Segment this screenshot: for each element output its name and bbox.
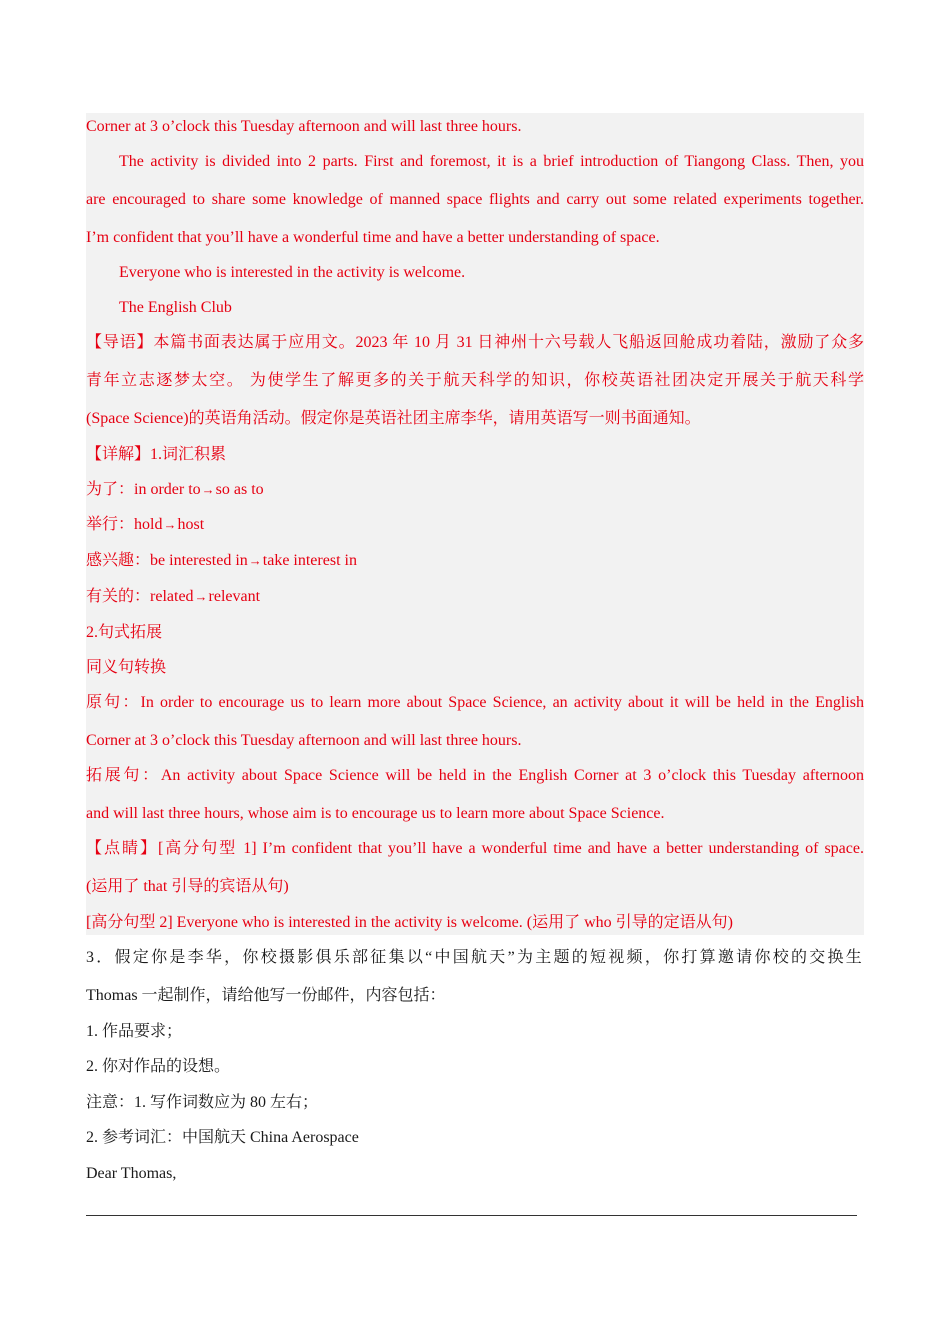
detail-heading: [86, 444, 864, 466]
vocab-item: [86, 479, 864, 501]
vocab-cn: 为了：: [86, 481, 135, 498]
vocab-from: be interested in: [150, 552, 248, 569]
notice-signature: The English Club: [119, 299, 232, 316]
guide-line-3: (Space Science)的英语角活动。假定你是英语社团主席李华，请用英语写一则书面通知。: [86, 410, 701, 427]
vocab-to: host: [177, 516, 205, 533]
original-sentence-line-2: Corner at 3 o’clock this Tuesday afternoon and will last three hours.: [86, 732, 522, 749]
writing-answer-line[interactable]: [86, 1215, 857, 1216]
arrow-right-icon: →: [163, 517, 177, 532]
expanded-sentence-line-1: [86, 765, 864, 787]
vocab-item: [86, 586, 864, 608]
section-2-heading: 2.句式拓展: [86, 624, 163, 641]
vocab-cn: 有关的：: [86, 588, 151, 605]
notice-line-1: Corner at 3 o’clock this Tuesday afternoon and will last three hours.: [86, 118, 522, 135]
question-3-line-2: Thomas 一起制作，请给他写一份邮件，内容包括：: [86, 987, 446, 1004]
vocab-from: related: [150, 588, 194, 605]
question-note-2: 2. 参考词汇：中国航天 China Aerospace: [86, 1129, 359, 1146]
expanded-text-1: An activity about Space Science will be held in the English Corner at 3 o’clock this Tuesday afternoon: [160, 767, 864, 784]
notice-line-3: are encouraged to share some knowledge of manned space flights and carry out some related experiments together.: [86, 191, 864, 208]
vocab-item: [86, 550, 864, 572]
notice-line-2: The activity is divided into 2 parts. First and foremost, it is a brief introduction of Tiangong Class. Then, you: [119, 153, 864, 170]
original-text-1: In order to encourage us to learn more about Space Science, an activity about it will be held in the English: [140, 694, 864, 711]
highlight-line-3: [高分句型 2] Everyone who is interested in the activity is welcome. (运用了 who 引导的定语从句): [86, 914, 733, 931]
guide-line-2: 青年立志逐梦太空。 为使学生了解更多的关于航天科学的知识，你校英语社团决定开展关于航天科学: [86, 372, 864, 389]
arrow-right-icon: →: [194, 589, 208, 604]
vocab-item: [86, 514, 864, 536]
synonym-subheading: 同义句转换: [86, 659, 167, 676]
vocab-to: so as to: [215, 481, 264, 498]
vocab-from: in order to: [134, 481, 201, 498]
guide-text-1: 本篇书面表达属于应用文。2023 年 10 月 31 日神州十六号载人飞船返回舱成功着陆，激励了众多: [153, 334, 864, 351]
question-3-line-1: 3．假定你是李华，你校摄影俱乐部征集以“中国航天”为主题的短视频，你打算邀请你校的交换生: [86, 949, 864, 966]
salutation: Dear Thomas,: [86, 1165, 177, 1182]
highlight-line-2: (运用了 that 引导的宾语从句): [86, 878, 289, 895]
vocab-cn: 举行：: [86, 516, 135, 533]
arrow-right-icon: →: [248, 553, 262, 568]
detail-label: 【详解】: [86, 446, 151, 463]
arrow-right-icon: →: [201, 482, 215, 497]
notice-line-4: I’m confident that you’ll have a wonderful time and have a better understanding of space.: [86, 229, 660, 246]
notice-line-5: Everyone who is interested in the activity is welcome.: [119, 264, 466, 281]
vocab-to: take interest in: [262, 552, 357, 569]
question-item-1: 1. 作品要求；: [86, 1023, 183, 1040]
expanded-sentence-line-2: and will last three hours, whose aim is to encourage us to learn more about Space Science.: [86, 805, 665, 822]
highlight-label: 【点睛】: [86, 840, 158, 857]
guide-label: 【导语】: [86, 334, 154, 351]
question-item-2: 2. 你对作品的设想。: [86, 1058, 231, 1075]
original-sentence-line-1: [86, 692, 864, 714]
vocab-cn: 感兴趣：: [86, 552, 151, 569]
vocab-from: hold: [134, 516, 163, 533]
highlight-pattern-1: [高分句型 1] I’m confident that you’ll have a wonderful time and have a better understanding of space.: [157, 840, 864, 857]
expanded-label: 拓展句：: [86, 767, 161, 784]
detail-heading-text: 1.词汇积累: [150, 446, 227, 463]
original-label: 原句：: [86, 694, 141, 711]
question-note-1: 注意：1. 写作词数应为 80 左右；: [86, 1094, 319, 1111]
guide-line-1: [86, 332, 864, 354]
vocab-to: relevant: [208, 588, 261, 605]
highlight-line-1: [86, 838, 864, 860]
